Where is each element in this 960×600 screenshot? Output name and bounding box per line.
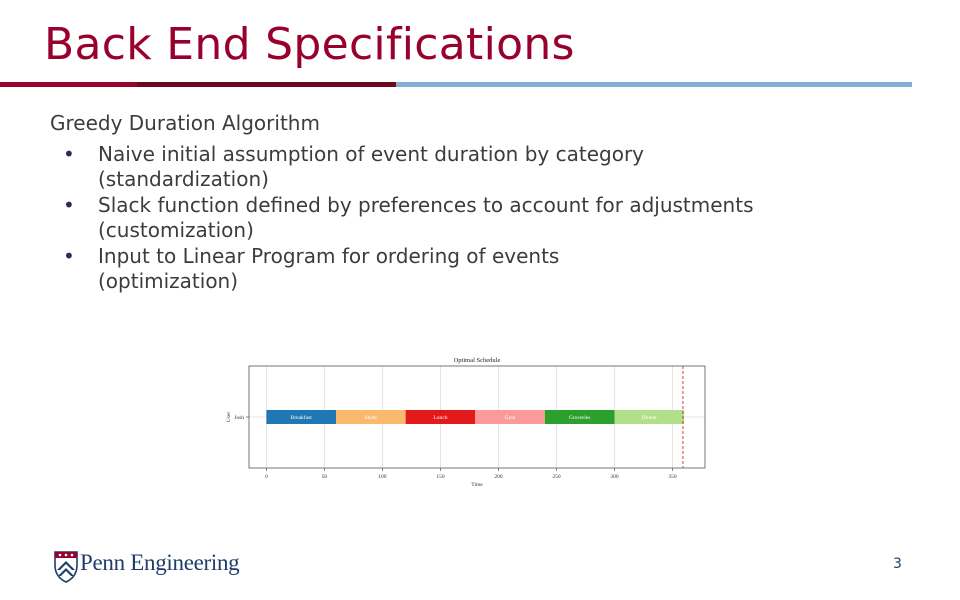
bullet-text-cont: (standardization)	[98, 167, 269, 191]
bullet-text: Slack function defined by preferences to account for adjustments	[98, 193, 754, 217]
bullet-text-cont: (customization)	[98, 218, 254, 242]
bullet-dot: •	[63, 193, 75, 217]
bullet-dot: •	[63, 142, 75, 166]
x-axis-label: Time	[471, 482, 483, 488]
x-tick-label: 100	[378, 474, 387, 480]
page-number: 3	[893, 556, 902, 572]
penn-shield-icon	[54, 550, 78, 584]
bar-segment-label: Gym	[504, 415, 516, 421]
x-tick-label: 0	[265, 474, 268, 480]
y-tick-label: Josh	[234, 415, 244, 421]
x-tick-label: 200	[494, 474, 503, 480]
title-rule-dark	[137, 82, 396, 87]
chart-title: Optimal Schedule	[453, 357, 501, 364]
bar-segment-label: Lunch	[433, 415, 448, 421]
bullet-item	[0, 142, 900, 192]
bullet-text-cont: (optimization)	[98, 269, 239, 293]
y-axis-label: User	[226, 411, 232, 423]
bar-segment-label: Groceries	[568, 415, 591, 421]
bullet-item	[0, 193, 900, 243]
title-rule-blue	[396, 82, 912, 87]
title-rule-red	[0, 82, 137, 87]
x-tick-label: 150	[436, 474, 445, 480]
bullet-list	[0, 142, 900, 295]
penn-engineering-logo-text: Penn Engineering	[80, 550, 240, 575]
title-rule	[0, 82, 912, 87]
x-tick-label: 300	[610, 474, 619, 480]
x-tick-label: 250	[552, 474, 561, 480]
schedule-chart	[220, 352, 720, 492]
bar-segment-label: Dinner	[641, 415, 657, 421]
bar-segment-label: Study	[364, 415, 378, 421]
x-tick-label: 350	[668, 474, 677, 480]
slide-title: Back End Specifications	[44, 19, 575, 70]
bullet-text: Input to Linear Program for ordering of events	[98, 244, 560, 268]
bullet-text: Naive initial assumption of event duration by category	[98, 142, 644, 166]
subtitle: Greedy Duration Algorithm	[50, 111, 320, 135]
x-tick-label: 50	[321, 474, 328, 480]
bullet-item	[0, 244, 900, 294]
bullet-dot: •	[63, 244, 75, 268]
bar-segment-label: Breakfast	[290, 415, 312, 421]
